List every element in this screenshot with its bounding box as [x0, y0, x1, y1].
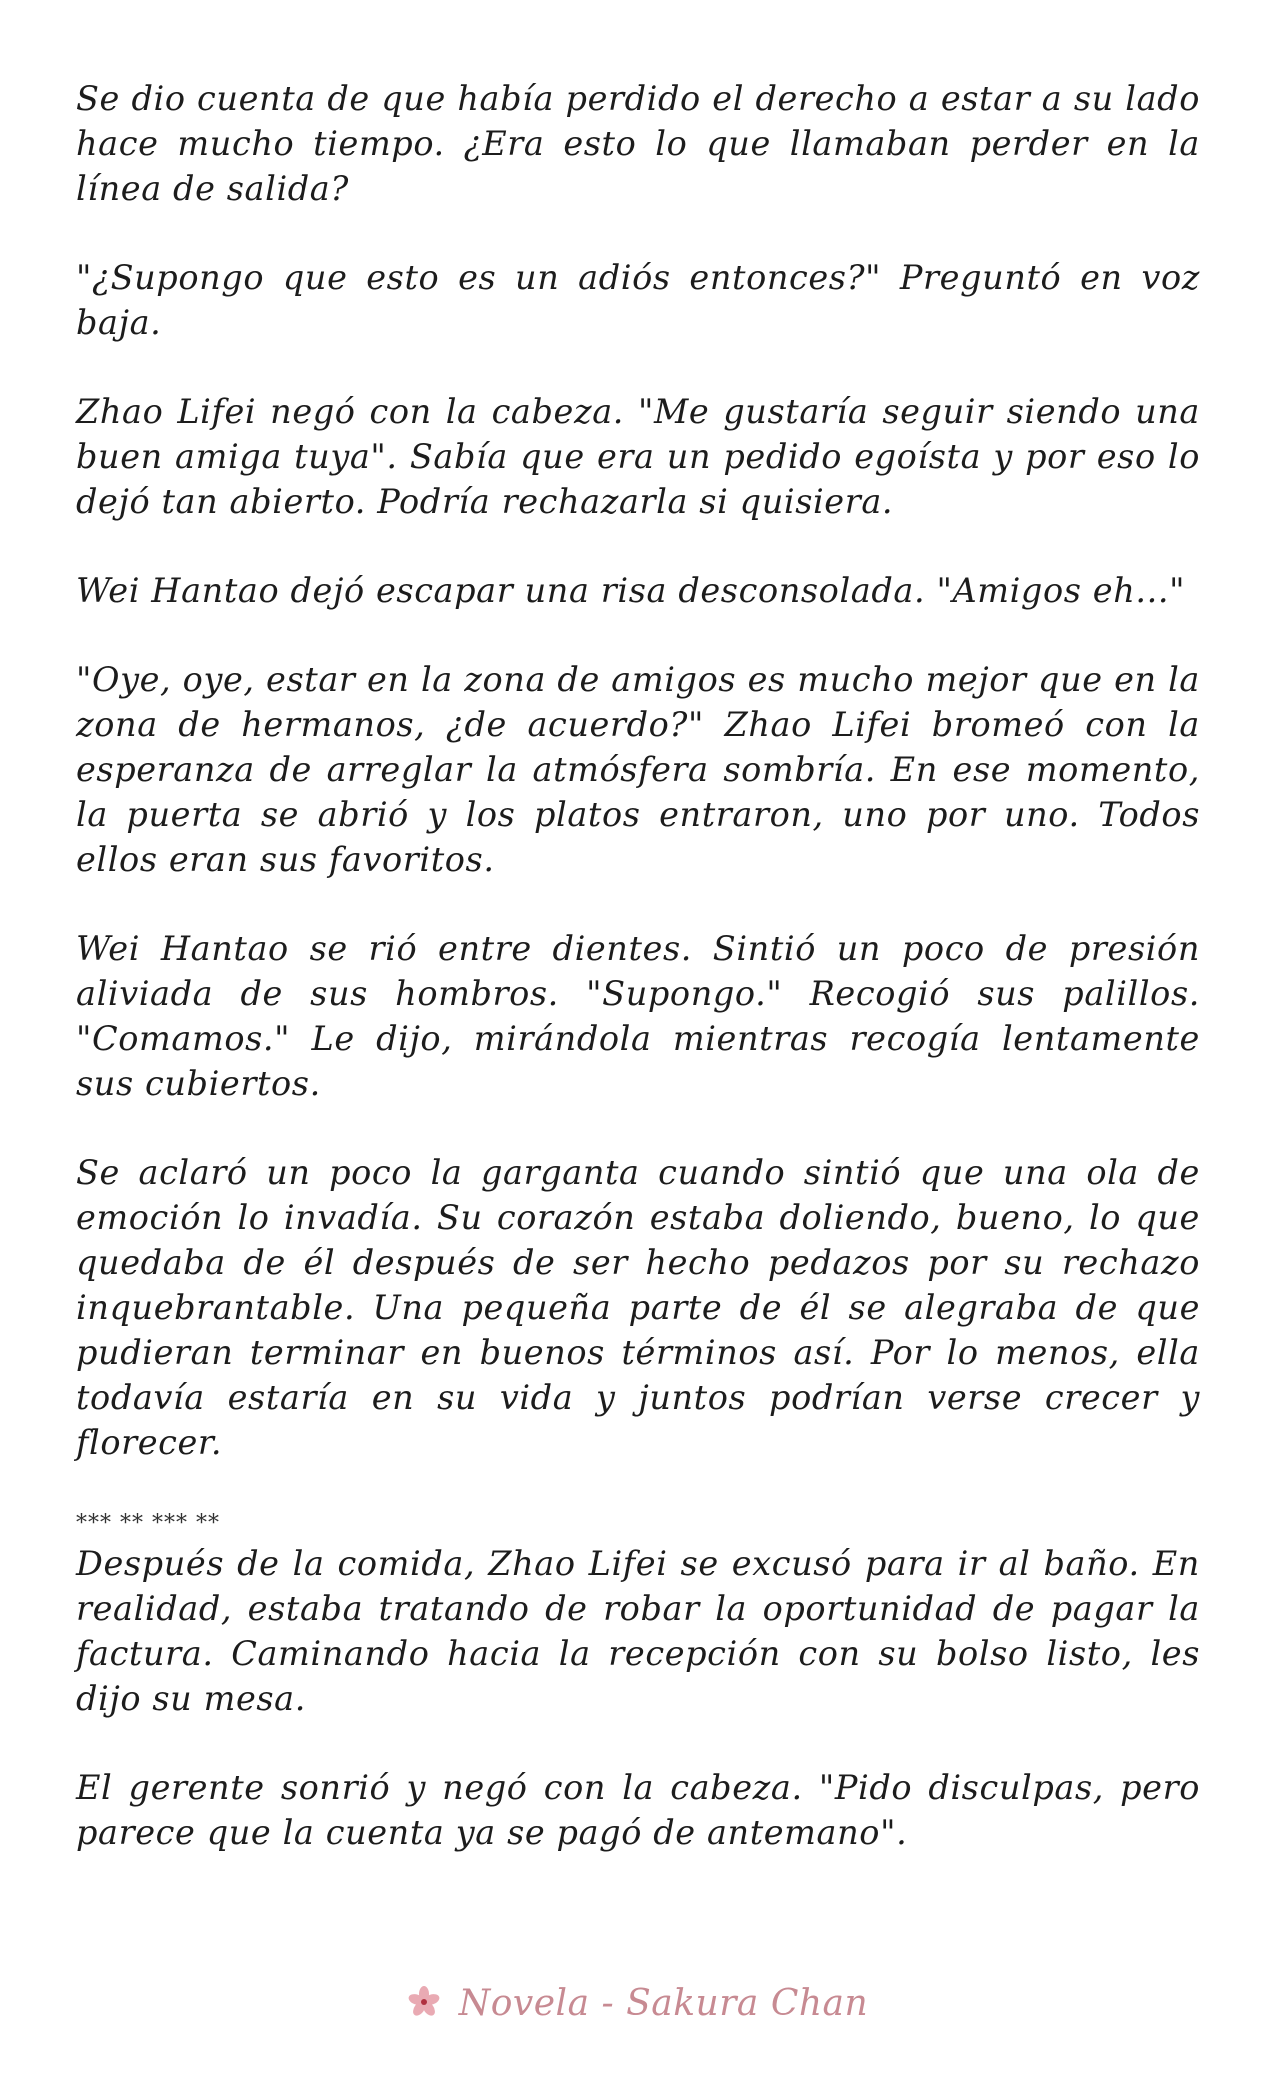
watermark-text: Novela - Sakura Chan — [458, 1983, 869, 2024]
watermark — [0, 1983, 1275, 2024]
paragraph-5: "Oye, oye, estar en la zona de amigos es mucho mejor que en la zona de hermanos, ¿de acuerdo?" Zhao Lifei bromeó con la esperanza de arreglar la atmósfera sombría. En ese momento, la puerta se abrió y los platos entraron, uno por uno. Todos ellos eran sus favoritos. — [76, 660, 1200, 879]
paragraph-8: Después de la comida, Zhao Lifei se excusó para ir al baño. En realidad, estaba tratando de robar la oportunidad de pagar la factura. Caminando hacia la recepción con su bolso listo, les dijo su mesa. — [76, 1544, 1200, 1718]
paragraph-1: Se dio cuenta de que había perdido el derecho a estar a su lado hace mucho tiempo. ¿Era esto lo que llamaban perder en la línea de salida? — [76, 79, 1200, 208]
paragraph-3: Zhao Lifei negó con la cabeza. "Me gustaría seguir siendo una buen amiga tuya". Sabía que era un pedido egoísta y por eso lo dejó tan abierto. Podría rechazarla si quisiera. — [76, 392, 1200, 521]
scene-separator: *** ** *** ** — [76, 1511, 220, 1536]
paragraph-7: Se aclaró un poco la garganta cuando sintió que una ola de emoción lo invadía. Su corazón estaba doliendo, bueno, lo que quedaba de él después de ser hecho pedazos por su rechazo inquebrantable. Una pequeña parte de él se alegraba de que pudieran terminar en buenos términos así. Por lo menos, ella todavía estaría en su vida y juntos podrían verse crecer y florecer. — [76, 1153, 1200, 1462]
paragraph-9: El gerente sonrió y negó con la cabeza. "Pido disculpas, pero parece que la cuenta ya se pagó de antemano". — [76, 1768, 1200, 1852]
paragraph-4: Wei Hantao dejó escapar una risa desconsolada. "Amigos eh..." — [76, 571, 1186, 610]
document-body — [76, 76, 1200, 1899]
sakura-flower-icon — [407, 1985, 441, 2019]
paragraph-6: Wei Hantao se rió entre dientes. Sintió un poco de presión aliviada de sus hombros. "Supongo." Recogió sus palillos. "Comamos." Le dijo, mirándola mientras recogía lentamente sus cubiertos. — [76, 929, 1200, 1103]
paragraph-2: "¿Supongo que esto es un adiós entonces?" Preguntó en voz baja. — [76, 258, 1200, 342]
